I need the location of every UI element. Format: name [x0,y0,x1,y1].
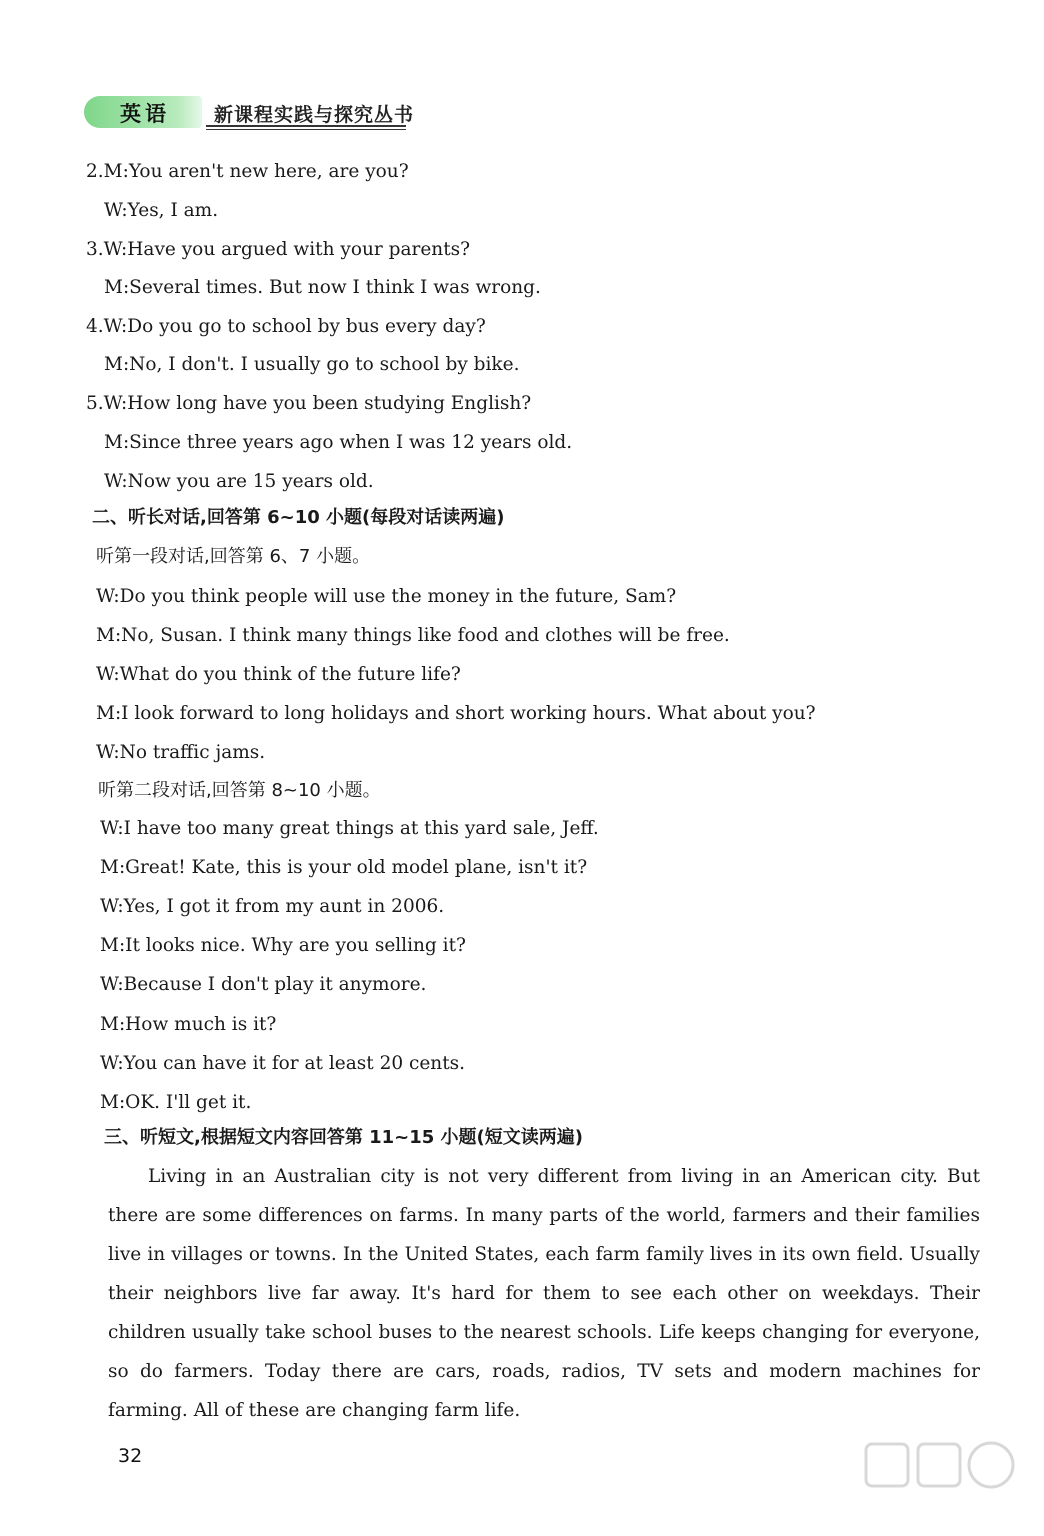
section-heading: 二、听长对话,回答第 6~10 小题(每段对话读两遍) [92,507,505,528]
dialogue-line: 2.M:You aren't new here, are you? [86,161,409,182]
dialogue-line: W:You can have it for at least 20 cents. [100,1053,466,1074]
dialogue-line: W:Now you are 15 years old. [104,471,374,492]
dialogue-line: M:Great! Kate, this is your old model plane, isn't it? [100,857,588,878]
dialogue-line: W:Do you think people will use the money in the future, Sam? [96,586,677,607]
dialogue-line: M:No, I don't. I usually go to school by bike. [104,354,520,375]
dialogue-line: 4.W:Do you go to school by bus every day? [86,316,486,337]
dialogue-line: M:Several times. But now I think I was wrong. [104,277,541,298]
dialogue-line: W:Yes, I got it from my aunt in 2006. [100,896,445,917]
dialogue-line: W:I have too many great things at this yard sale, Jeff. [100,818,599,839]
watermark-logo [860,1440,1030,1530]
dialogue-intro: 听第一段对话,回答第 6、7 小题。 [96,546,371,567]
dialogue-intro: 听第二段对话,回答第 8~10 小题。 [98,780,381,801]
dialogue-line: 5.W:How long have you been studying English? [86,393,532,414]
header-rule-thin [206,129,406,130]
dialogue-line: M:I look forward to long holidays and short working hours. What about you? [96,703,816,724]
watermark-graphic [860,1440,1030,1530]
dialogue-line: M:Since three years ago when I was 12 years old. [104,432,573,453]
dialogue-line: W:No traffic jams. [96,742,266,763]
dialogue-line: M:How much is it? [100,1014,277,1035]
dialogue-line: M:It looks nice. Why are you selling it? [100,935,466,956]
dialogue-line: M:OK. I'll get it. [100,1092,252,1113]
dialogue-line: 3.W:Have you argued with your parents? [86,239,471,260]
series-title: 新课程实践与探究丛书 [214,104,415,126]
section-heading: 三、听短文,根据短文内容回答第 11~15 小题(短文读两遍) [104,1127,584,1148]
page-header [84,92,414,132]
dialogue-line: W:What do you think of the future life? [96,664,461,685]
header-rule [206,125,406,127]
dialogue-line: W:Yes, I am. [104,200,219,221]
subject-label: 英语 [120,102,170,126]
passage-text: Living in an Australian city is not very different from living in an American city. But there are some differences on farms. In many parts of the world, farmers and their families live in villages or towns. In the United States, each farm family lives in its own field. Usually their neighbors live far away. It's hard for them to see each other on weekdays. Their children usually take school buses to the nearest schools. Life keeps changing for everyone, so do farmers. Today there are cars, roads, radios, TV sets and modern machines for farming. All of these are changing farm life. [108,1166,980,1421]
page-number: 32 [118,1445,143,1467]
dialogue-line: W:Because I don't play it anymore. [100,974,427,995]
dialogue-line: M:No, Susan. I think many things like food and clothes will be free. [96,625,730,646]
